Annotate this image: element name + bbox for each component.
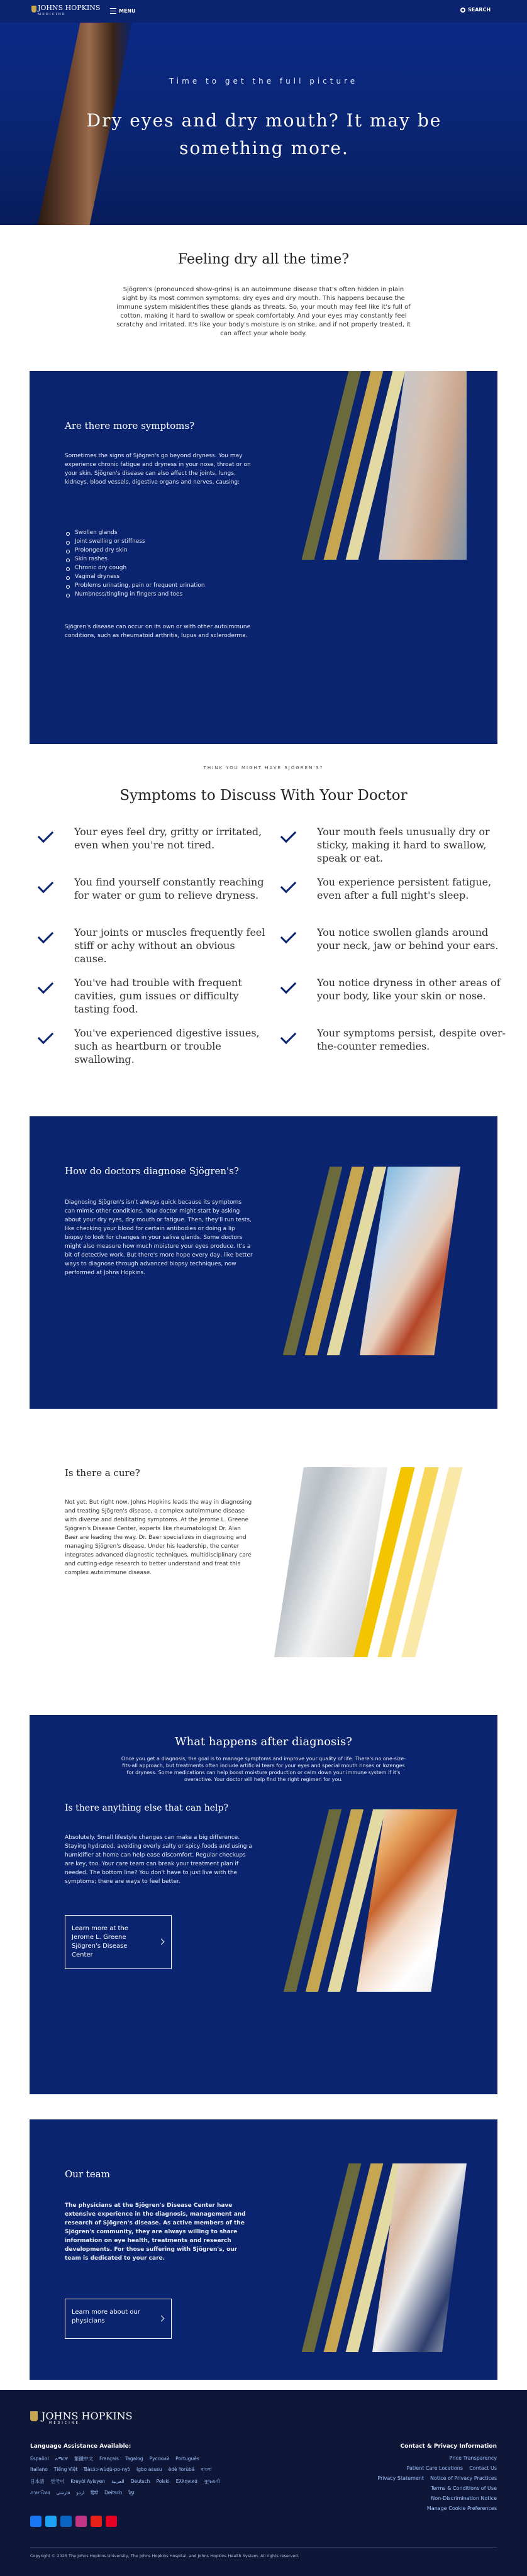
instagram-icon[interactable] [75, 2516, 87, 2527]
language-link[interactable]: 日本語 [30, 2479, 45, 2484]
list-item: Swollen glands [65, 528, 260, 537]
language-link[interactable]: አማርኛ [55, 2456, 68, 2462]
footer-divider [30, 2547, 497, 2548]
after-diagnosis-panel [30, 1715, 497, 2094]
contact-us-link[interactable]: Contact Us [469, 2465, 497, 2471]
more-symptoms-panel [30, 371, 497, 744]
footer-logo[interactable]: JOHNS HOPKINS [42, 2410, 133, 2422]
language-link[interactable]: èdè Yorùbá [168, 2467, 195, 2472]
our-team-panel [30, 2119, 497, 2380]
symptom-list [65, 528, 260, 599]
menu-button[interactable] [110, 8, 136, 14]
language-link[interactable]: 繁體中文 [74, 2456, 93, 2462]
anything-else-body: Absolutely. Small lifestyle changes can make a big difference. Staying hydrated, avoiding overly salty or spicy foods and using a humidifier at home can help ease discomfort. Regular checkups are key, too. Your care team can break your treatment plan if needed. The bottom line? You don't have to just live with the symptoms; there are ways to feel better. [65, 1835, 252, 1885]
language-link[interactable]: Ελληνικά [175, 2479, 198, 2484]
menu-label: MENU [119, 8, 136, 14]
language-links-row [30, 2478, 226, 2485]
cure-body: Not yet. But right now, Johns Hopkins leads the way in diagnosing and treating Sjögren's disease, a complex autoimmune disease with diverse and debilitating symptoms. At the Jerome L. Greene Sjögren's Disease Center, experts like rheumatologist Dr. Alan Baer are leading the way. Dr. Baer specializes in diagnosing and managing Sjögren's disease. Under his leadership, the center integrates advanced diagnostic techniques, multidisciplinary care and cutting-edge research to better understand and treat this complex autoimmune disease. [65, 1499, 252, 1576]
language-link[interactable]: Igbo asusu [136, 2467, 162, 2472]
language-link[interactable]: العربية [111, 2479, 125, 2484]
check-icon [280, 978, 296, 994]
list-item: Vaginal dryness [65, 572, 260, 581]
language-link[interactable]: Русский [149, 2456, 170, 2462]
language-link[interactable]: Kreyòl Ayisyen [70, 2479, 106, 2484]
language-link[interactable]: Deitsch [104, 2490, 123, 2496]
non-discrimination-link[interactable]: Non-Discrimination Notice [431, 2496, 497, 2501]
symptom-item: You find yourself constantly reaching for water or gum to relieve dryness. [74, 876, 264, 901]
language-link[interactable]: বাংলা [201, 2467, 212, 2472]
list-item: Problems urinating, pain or frequent urination [65, 581, 260, 590]
hero-banner [0, 23, 527, 225]
greene-center-button-label: Learn more at the Jerome L. Greene Sjögren's Disease Center [72, 1925, 128, 1958]
language-link[interactable]: Tagalog [125, 2456, 143, 2462]
our-team-body: The physicians at the Sjögren's Disease Center have extensive experience in the diagnosis, management and research of Sjögren's disease. As active members of the Sjögren's community, they are always willing to share information on eye health, treatments and research developments. For those suffering with Sjögren's, our team is dedicated to your care. [65, 2202, 246, 2262]
language-link[interactable]: ภาษาไทย [30, 2490, 50, 2496]
symptom-item: Your symptoms persist, despite over-the-counter remedies. [317, 1027, 506, 1052]
language-link[interactable]: ગુજરાતી [204, 2479, 220, 2484]
list-item: Joint swelling or stiffness [65, 537, 260, 546]
hamburger-icon [110, 8, 116, 14]
diagnose-heading: How do doctors diagnose Sjögren's? [65, 1165, 239, 1177]
pinterest-icon[interactable] [106, 2516, 117, 2527]
chevron-right-icon [158, 2316, 165, 2322]
check-icon [38, 928, 53, 943]
intro-body: Sjögren's (pronounced show-grins) is an autoimmune disease that's often hidden in plain sight by its most common symptoms: dry eyes and dry mouth. This happens because the immune system misidentifies these glands as threats. So, your mouth may feel like it's full of cotton, making it hard to swallow or speak comfortably. And your eyes may constantly feel scratchy and irritated. It's like your body's moisture is on strike, and if not properly treated, it can affect your whole body. [116, 286, 411, 337]
list-item: Prolonged dry skin [65, 546, 260, 555]
linkedin-icon[interactable] [60, 2516, 72, 2527]
youtube-icon[interactable] [91, 2516, 102, 2527]
check-icon [38, 877, 53, 893]
physicians-button-label: Learn more about our physicians [72, 2309, 140, 2324]
language-link[interactable]: Polski [156, 2479, 170, 2484]
site-footer [0, 2390, 527, 2576]
check-icon [280, 877, 296, 893]
anything-else-heading: Is there anything else that can help? [65, 1803, 228, 1813]
language-link[interactable]: हिंदी [91, 2490, 98, 2496]
language-link[interactable]: Português [175, 2456, 199, 2462]
search-label: SEARCH [468, 7, 491, 13]
language-links-row [30, 2455, 206, 2462]
twitter-icon[interactable] [45, 2516, 57, 2527]
footer-logo-subtext: MEDICINE [49, 2421, 80, 2425]
diagnose-body: Diagnosing Sjögren's isn't always quick because its symptoms can mimic other conditions. Your doctor might start by asking about your dry eyes, dry mouth or fatigue. Then, they'll run tests, like checking your blood for certain antibodies or doing a lip biopsy to look for changes in your saliva glands. Some doctors might also measure how much moisture your eyes produce. It's a bit of detective work. But there's more hope every day, like better ways to diagnose through advanced biopsy techniques, now performed at Johns Hopkins. [65, 1199, 253, 1276]
list-item: Numbness/tingling in fingers and toes [65, 590, 260, 599]
learn-about-physicians-button[interactable] [65, 2299, 172, 2339]
check-icon [280, 827, 296, 843]
language-link[interactable]: Ɓàsɔ́ɔ-wùɖù-po-nyɔ̀ [84, 2467, 130, 2472]
symptom-item: You notice swollen glands around your neck, jaw or behind your ears. [317, 926, 499, 952]
symptom-item: You've experienced digestive issues, such as heartburn or trouble swallowing. [74, 1027, 260, 1065]
symptom-item: Your eyes feel dry, gritty or irritated, even when you're not tired. [74, 826, 262, 851]
discuss-eyebrow: THINK YOU MIGHT HAVE SJÖGREN'S? [203, 765, 324, 770]
cookie-preferences-link[interactable]: Manage Cookie Preferences [426, 2506, 497, 2511]
search-button[interactable] [460, 7, 491, 13]
notice-privacy-practices-link[interactable]: Notice of Privacy Practices [430, 2475, 497, 2481]
language-link[interactable]: Italiano [30, 2467, 48, 2472]
language-assistance-heading: Language Assistance Available: [30, 2443, 131, 2450]
language-link[interactable]: Tiếng Việt [53, 2467, 78, 2472]
language-link[interactable]: Español [30, 2456, 49, 2462]
language-links-row [30, 2489, 141, 2497]
hopkins-shield-icon [30, 2411, 38, 2421]
greene-center-link-button[interactable] [65, 1915, 172, 1969]
symptom-item: Your joints or muscles frequently feel stiff or achy without an obvious cause. [74, 926, 265, 965]
discuss-heading: Symptoms to Discuss With Your Doctor [119, 787, 408, 804]
price-transparency-link[interactable]: Price Transparency [449, 2455, 497, 2461]
logo-subtext: MEDICINE [38, 13, 66, 16]
check-icon [38, 978, 53, 994]
after-diagnosis-heading: What happens after diagnosis? [175, 1735, 352, 1748]
search-icon [460, 8, 465, 13]
symptom-item: You've had trouble with frequent cavities, gum issues or difficulty tasting food. [74, 977, 242, 1015]
check-icon [38, 1028, 53, 1044]
check-icon [280, 1028, 296, 1044]
logo-text: JOHNS HOPKINS [38, 4, 101, 12]
hopkins-shield-icon [31, 6, 36, 13]
contact-privacy-heading: Contact & Privacy Information [400, 2443, 497, 2450]
facebook-icon[interactable] [30, 2516, 42, 2527]
terms-conditions-link[interactable]: Terms & Conditions of Use [431, 2485, 497, 2491]
list-item: Skin rashes [65, 555, 260, 564]
johns-hopkins-logo[interactable] [38, 5, 100, 18]
language-link[interactable]: Deutsch [130, 2479, 150, 2484]
more-symptoms-footnote: Sjögren's disease can occur on its own or with other autoimmune conditions, such as rheumatoid arthritis, lupus and scleroderma. [65, 624, 251, 639]
copyright-text: Copyright © 2025 The Johns Hopkins University, The Johns Hopkins Hospital, and Johns Hopkins Health System. All rights reserved. [30, 2553, 299, 2558]
list-item: Chronic dry cough [65, 564, 260, 572]
more-symptoms-heading: Are there more symptoms? [65, 420, 195, 431]
patient-care-locations-link[interactable]: Patient Care Locations [406, 2465, 463, 2471]
diagnose-panel [30, 1116, 497, 1409]
language-links-row [30, 2467, 218, 2474]
language-link[interactable]: 한국어 [50, 2479, 65, 2484]
language-link[interactable]: فارسی [56, 2490, 70, 2496]
hero-kicker: Time to get the full picture [169, 77, 358, 86]
after-diagnosis-body: Once you get a diagnosis, the goal is to manage symptoms and improve your quality of life. There's no one-size-fits-all approach, but treatments often include artificial tears for your eyes and special mouth rinses or lozenges for dryness. Some medications can help boost moisture production or calm down your immune system if it's overactive. Your doctor will help find the right regimen for you. [121, 1756, 406, 1782]
language-link[interactable]: ខ្មែរ [128, 2490, 135, 2496]
symptom-item: Your mouth feels unusually dry or sticky, making it hard to swallow, speak or eat. [317, 826, 490, 864]
chevron-right-icon [158, 1939, 165, 1945]
our-team-heading: Our team [65, 2168, 110, 2180]
language-link[interactable]: Français [99, 2456, 119, 2462]
privacy-statement-link[interactable]: Privacy Statement [377, 2475, 424, 2481]
check-icon [280, 928, 296, 943]
check-icon [38, 827, 53, 843]
intro-heading: Feeling dry all the time? [177, 252, 350, 267]
cure-heading: Is there a cure? [65, 1467, 140, 1479]
top-navigation-bar [0, 0, 527, 23]
symptom-item: You experience persistent fatigue, even after a full night's sleep. [317, 876, 492, 901]
more-symptoms-body: Sometimes the signs of Sjögren's go beyond dryness. You may experience chronic fatigue and dryness in your nose, throat or on your skin. Sjögren's disease can also affect the joints, lungs, kidneys, blood vessels, digestive organs and nerves, causing: [65, 453, 251, 486]
hero-title: Dry eyes and dry mouth? It may be something more. [86, 110, 442, 158]
symptom-item: You notice dryness in other areas of your body, like your skin or nose. [317, 977, 501, 1002]
language-link[interactable]: اردو [76, 2490, 85, 2496]
